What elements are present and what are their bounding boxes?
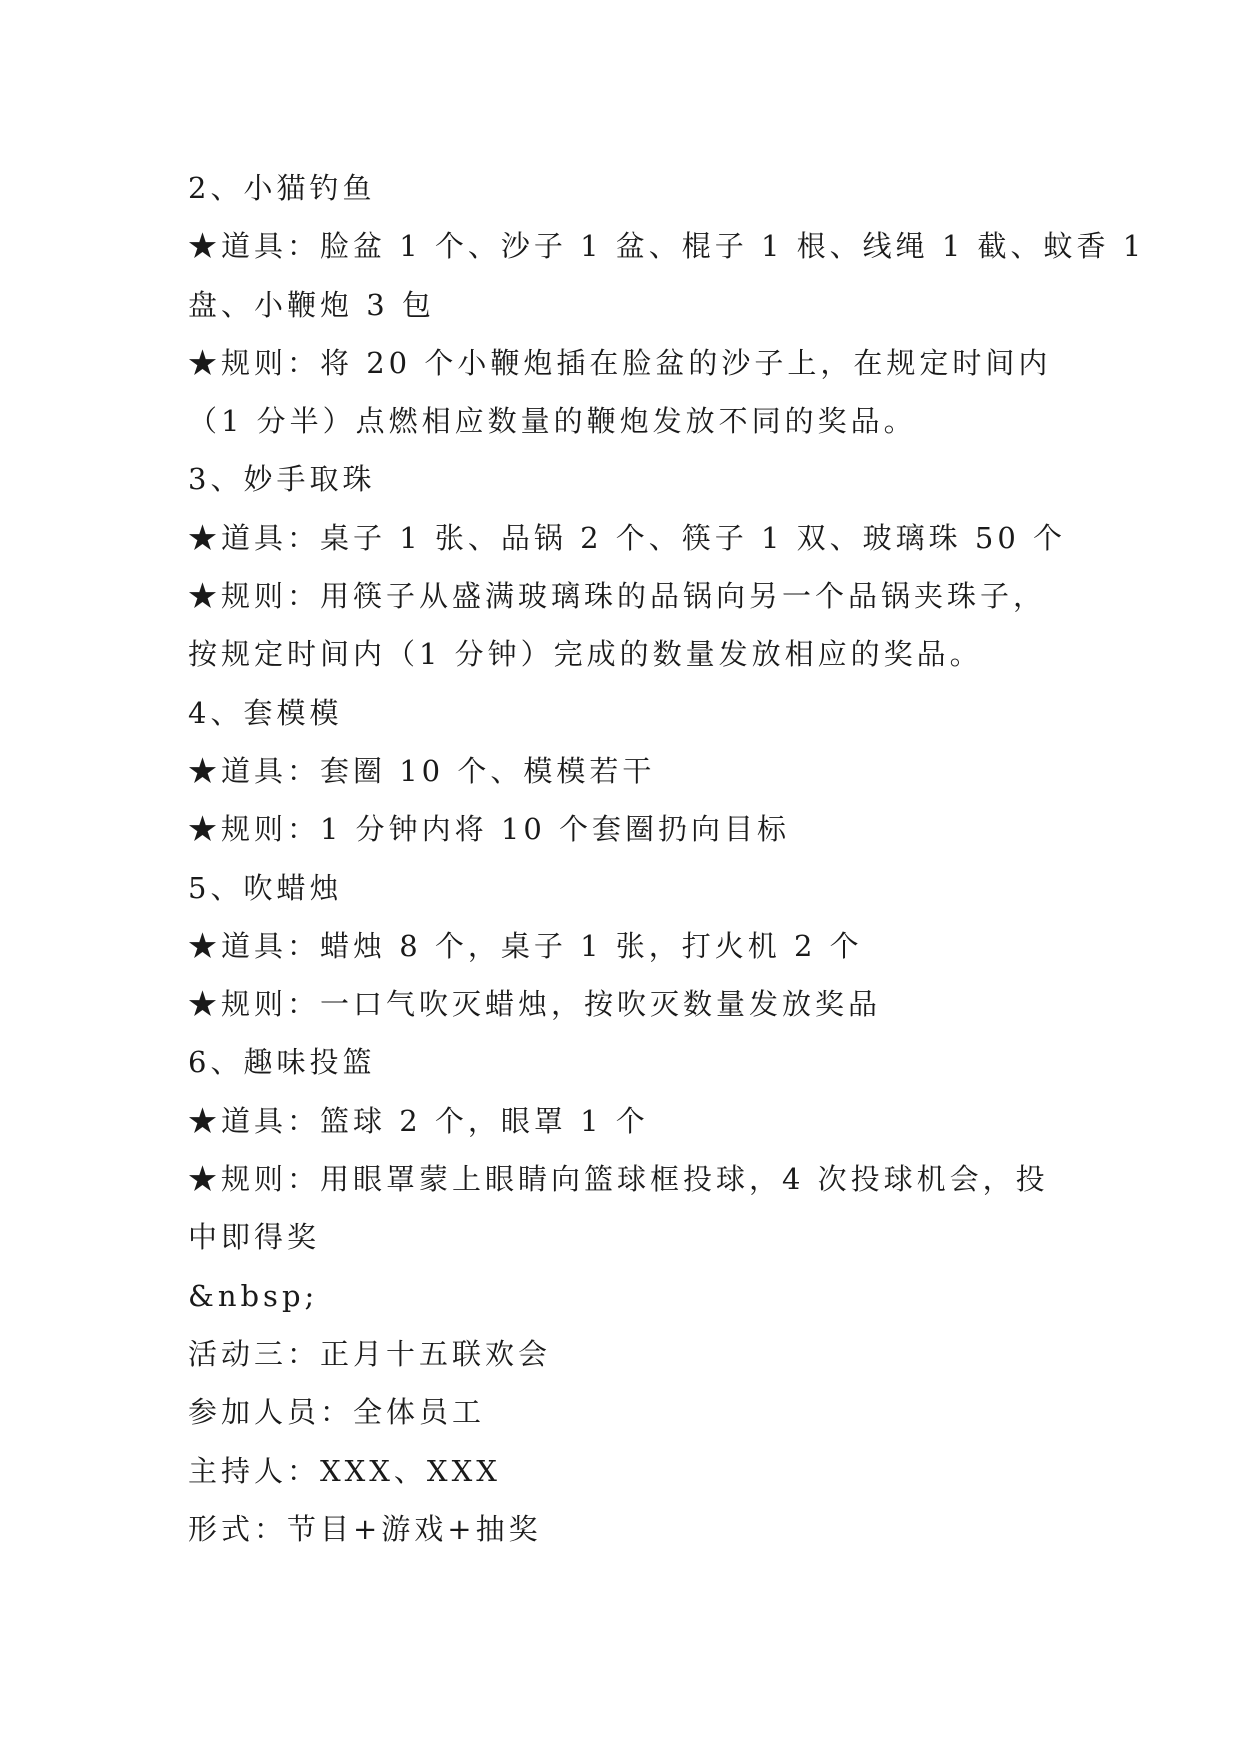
game-heading-ring-toss: 4、套模模 [188,695,343,730]
rules-line: ★规则：将 20 个小鞭炮插在脸盆的沙子上，在规定时间内 [188,345,1052,380]
rules-line-continued: （1 分半）点燃相应数量的鞭炮发放不同的奖品。 [188,404,917,439]
activity-three-heading: 活动三：正月十五联欢会 [188,1336,552,1371]
props-line: ★道具：蜡烛 8 个，桌子 1 张，打火机 2 个 [188,928,863,963]
game-heading-kitten-fishing: 2、小猫钓鱼 [188,171,376,205]
hosts-line: 主持人：XXX、XXX [188,1453,501,1488]
rules-line: ★规则：用筷子从盛满玻璃珠的品锅向另一个品锅夹珠子， [188,579,1047,614]
props-line: ★道具：套圈 10 个、模模若干 [188,753,656,788]
rules-line-continued: 按规定时间内（1 分钟）完成的数量发放相应的奖品。 [188,637,983,672]
game-heading-basketball: 6、趣味投篮 [188,1045,376,1080]
rules-line-continued: 中即得奖 [188,1220,321,1255]
document-body [188,159,1146,1558]
stray-entity-text: &nbsp; [188,1278,319,1313]
props-line: ★道具：篮球 2 个，眼罩 1 个 [188,1103,649,1138]
props-line: ★道具：脸盆 1 个、沙子 1 盆、棍子 1 根、线绳 1 截、蚊香 1 [188,229,1146,264]
game-heading-blow-candles: 5、吹蜡烛 [188,870,343,905]
format-line: 形式：节目+游戏+抽奖 [188,1511,542,1546]
rules-line: ★规则：用眼罩蒙上眼睛向篮球框投球，4 次投球机会，投 [188,1162,1049,1197]
participants-line: 参加人员：全体员工 [188,1395,486,1430]
props-line-continued: 盘、小鞭炮 3 包 [188,287,435,322]
props-line: ★道具：桌子 1 张、品锅 2 个、筷子 1 双、玻璃珠 50 个 [188,520,1067,555]
game-heading-pick-beads: 3、妙手取珠 [188,462,376,497]
rules-line: ★规则：1 分钟内将 10 个套圈扔向目标 [188,812,791,847]
rules-line: ★规则：一口气吹灭蜡烛，按吹灭数量发放奖品 [188,987,882,1022]
